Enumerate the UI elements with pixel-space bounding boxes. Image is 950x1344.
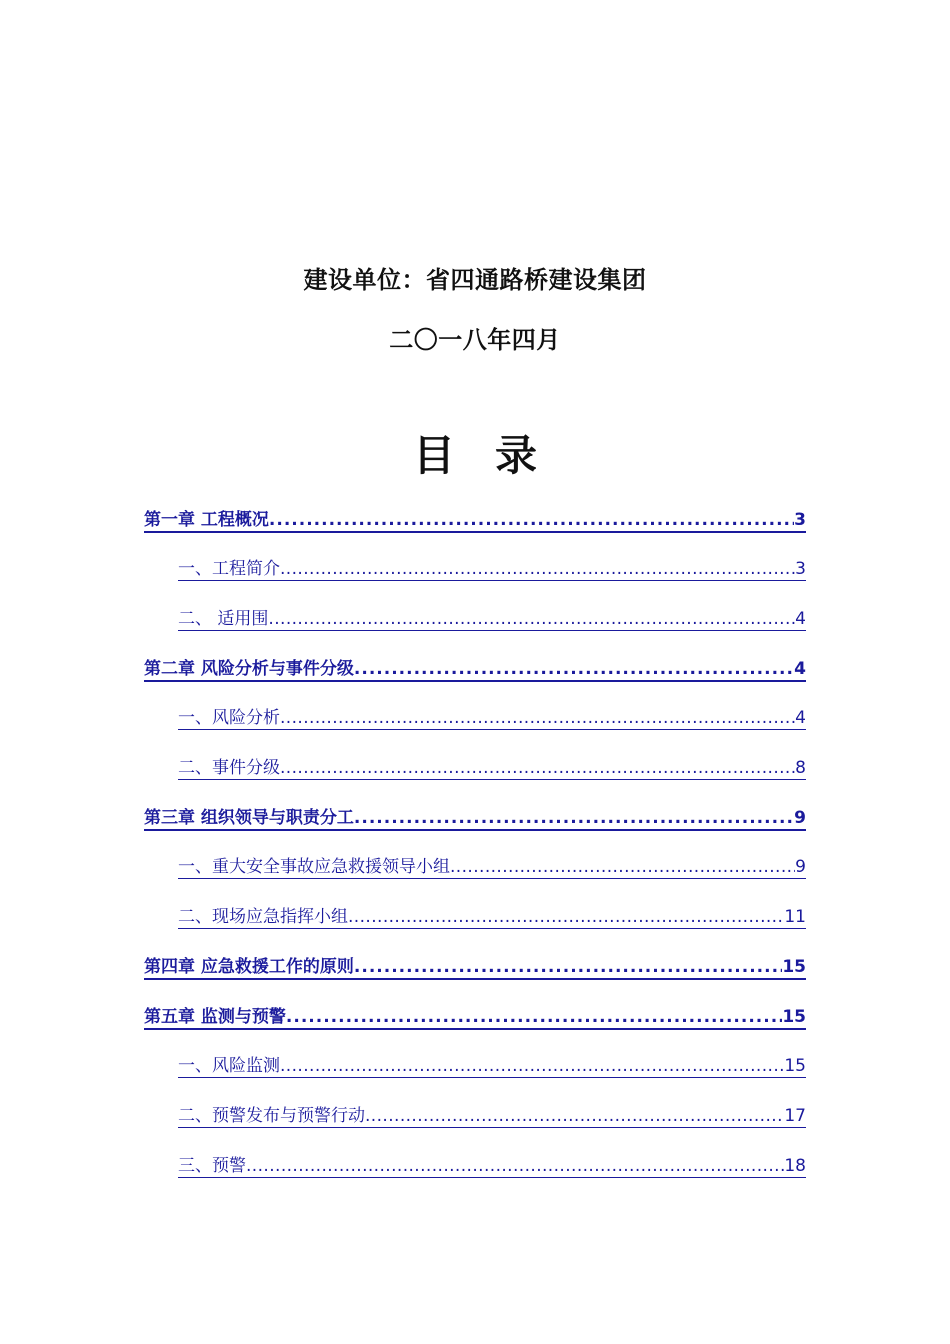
toc-entry-title: 第二章 风险分析与事件分级 (144, 659, 354, 679)
toc-entry-section-1-2[interactable] (178, 604, 806, 631)
toc-entry-page: 9 (794, 808, 806, 828)
toc-entry-section-5-3[interactable] (178, 1151, 806, 1178)
toc-leader-dots (354, 658, 794, 680)
toc-entry-title: 第三章 组织领导与职责分工 (144, 808, 354, 828)
toc-leader-dots (348, 906, 784, 928)
toc-entry-page: 15 (782, 1007, 806, 1027)
toc-entry-title: 二、预警发布与预警行动 (178, 1106, 365, 1126)
toc-entry-section-3-2[interactable] (178, 902, 806, 929)
toc-entry-page: 11 (784, 907, 806, 927)
toc-entry-section-2-1[interactable] (178, 703, 806, 730)
toc-leader-dots (246, 1155, 784, 1177)
toc-entry-page: 4 (795, 708, 806, 728)
toc-leader-dots (280, 707, 795, 729)
toc-entry-section-5-1[interactable] (178, 1051, 806, 1078)
toc-entry-chapter-3[interactable] (144, 803, 806, 831)
toc-entry-title: 第五章 监测与预警 (144, 1007, 286, 1027)
toc-entry-page: 3 (795, 559, 806, 579)
toc-entry-section-3-1[interactable] (178, 852, 806, 879)
toc-entry-title: 第一章 工程概况 (144, 510, 269, 530)
toc-title (0, 428, 950, 484)
toc-entry-page: 4 (795, 609, 806, 629)
toc-entry-title: 一、工程简介 (178, 559, 280, 579)
toc-entry-title: 三、预警 (178, 1156, 246, 1176)
toc-leader-dots (365, 1105, 784, 1127)
toc-entry-section-1-1[interactable] (178, 554, 806, 581)
toc-entry-page: 15 (784, 1056, 806, 1076)
toc-title-char-1: 目 (412, 431, 455, 480)
toc-entry-page: 18 (784, 1156, 806, 1176)
toc-entry-chapter-2[interactable] (144, 654, 806, 682)
toc-leader-dots (450, 856, 795, 878)
toc-leader-dots (280, 1055, 784, 1077)
toc-entry-title: 二、 适用围 (178, 609, 269, 629)
toc-leader-dots (269, 509, 794, 531)
toc-entry-section-2-2[interactable] (178, 753, 806, 780)
toc-entry-page: 9 (795, 857, 806, 877)
toc-entry-title: 一、重大安全事故应急救援领导小组 (178, 857, 450, 877)
toc-entry-chapter-4[interactable] (144, 952, 806, 980)
toc-entry-page: 15 (782, 957, 806, 977)
toc-leader-dots (354, 956, 782, 978)
toc-entry-title: 一、风险监测 (178, 1056, 280, 1076)
toc-entry-page: 3 (794, 510, 806, 530)
toc-entry-title: 二、现场应急指挥小组 (178, 907, 348, 927)
construction-unit-line: 建设单位：省四通路桥建设集团 (303, 266, 647, 294)
toc-entry-section-5-2[interactable] (178, 1101, 806, 1128)
toc-entry-page: 4 (794, 659, 806, 679)
toc-entry-page: 8 (795, 758, 806, 778)
toc-leader-dots (280, 757, 795, 779)
toc-entry-title: 一、风险分析 (178, 708, 280, 728)
toc-entry-page: 17 (784, 1106, 806, 1126)
toc-entry-title: 二、事件分级 (178, 758, 280, 778)
toc-title-char-2: 录 (495, 431, 538, 480)
toc-leader-dots (268, 608, 795, 630)
toc-leader-dots (286, 1006, 782, 1028)
document-date: 二〇一八年四月 (389, 326, 561, 354)
toc-leader-dots (354, 807, 794, 829)
toc-entry-title: 第四章 应急救援工作的原则 (144, 957, 354, 977)
toc-entry-chapter-5[interactable] (144, 1002, 806, 1030)
toc-entry-chapter-1[interactable] (144, 505, 806, 533)
toc-leader-dots (280, 558, 795, 580)
